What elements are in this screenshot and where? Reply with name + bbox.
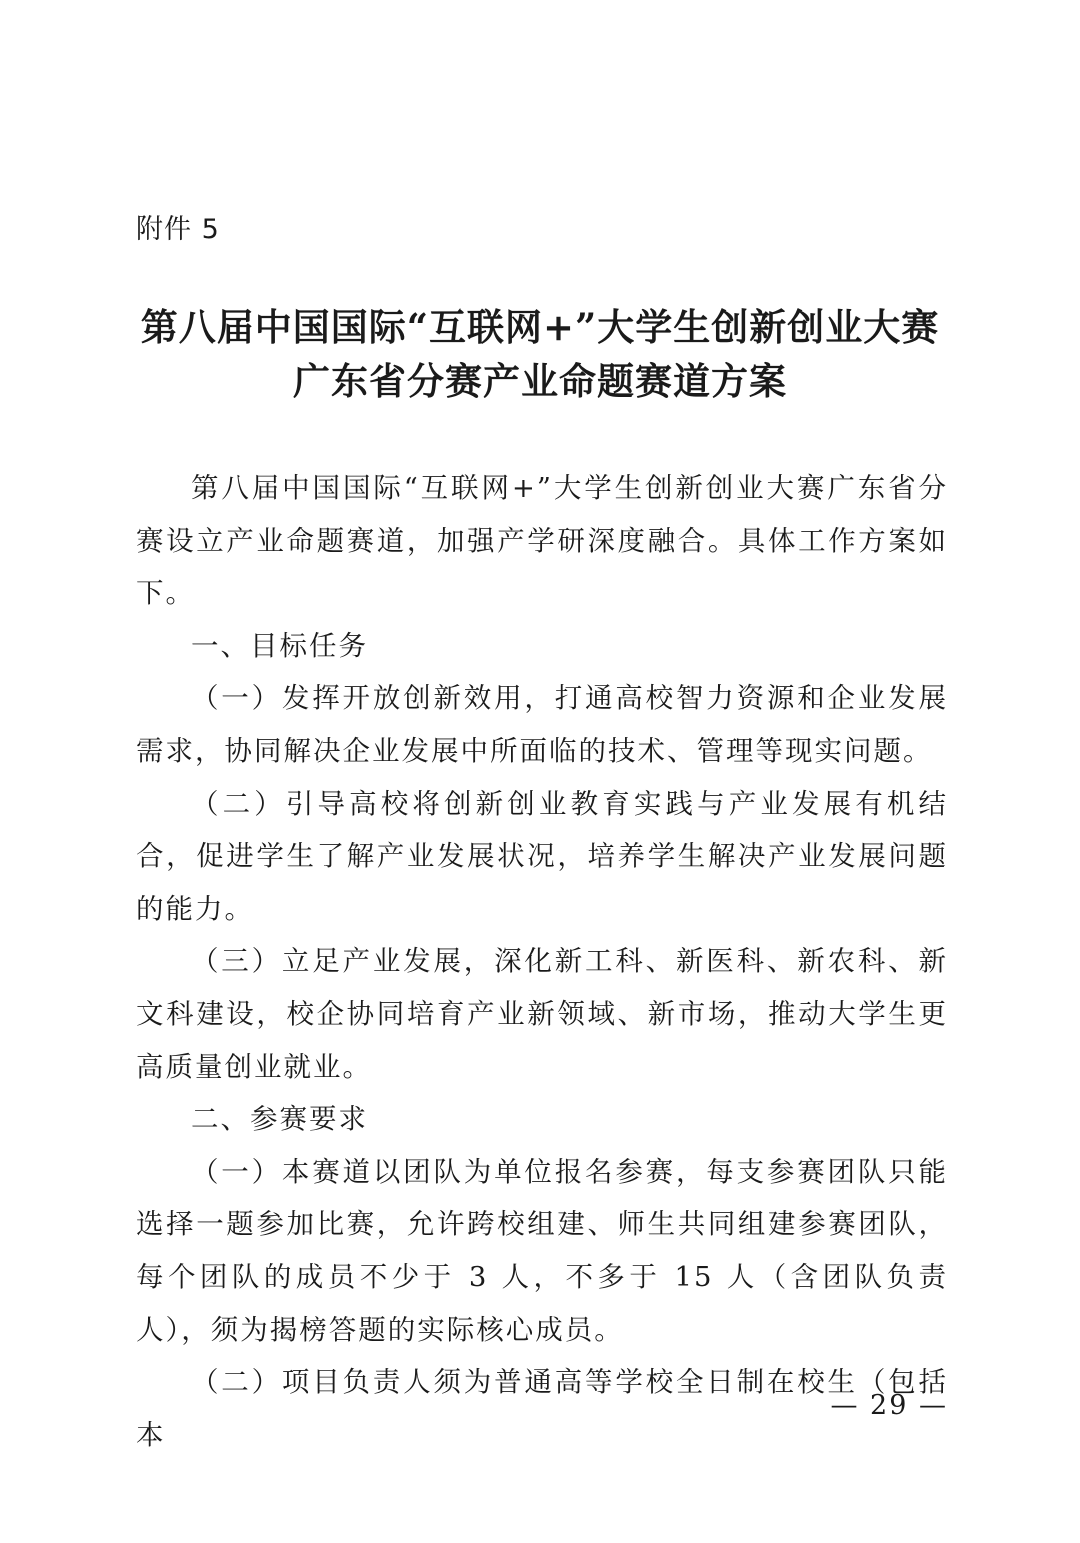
title-line-1: 第八届中国国际“互联网+”大学生创新创业大赛 (140, 305, 940, 349)
document-body (136, 462, 948, 1461)
paragraph: （二）项目负责人须为普通高等学校全日制在校生（包括本 (136, 1366, 948, 1451)
paragraph: （一）本赛道以团队为单位报名参赛，每支参赛团队只能选择一题参加比赛，允许跨校组建、师生共同组建参赛团队，每个团队的成员不少于 3 人，不多于 15 人（含团队负责人），须为揭榜答题的实际核心成员。 (136, 1155, 948, 1346)
attachment-label: 附件 5 (136, 214, 220, 245)
intro-paragraph: 第八届中国国际“互联网+”大学生创新创业大赛广东省分赛设立产业命题赛道，加强产学研深度融合。具体工作方案如下。 (136, 472, 948, 610)
page-number: — 29 — (830, 1390, 948, 1421)
paragraph: （二）引导高校将创新创业教育实践与产业发展有机结合，促进学生了解产业发展状况，培养学生解决产业发展问题的能力。 (136, 787, 948, 925)
document-title (0, 300, 1080, 408)
section-heading-2: 二、参赛要求 (191, 1103, 368, 1136)
section-heading-1: 一、目标任务 (191, 629, 368, 662)
paragraph: （一）发挥开放创新效用，打通高校智力资源和企业发展需求，协同解决企业发展中所面临的技术、管理等现实问题。 (136, 682, 948, 767)
title-line-2: 广东省分赛产业命题赛道方案 (293, 359, 787, 403)
paragraph: （三）立足产业发展，深化新工科、新医科、新农科、新文科建设，校企协同培育产业新领域、新市场，推动大学生更高质量创业就业。 (136, 945, 948, 1083)
